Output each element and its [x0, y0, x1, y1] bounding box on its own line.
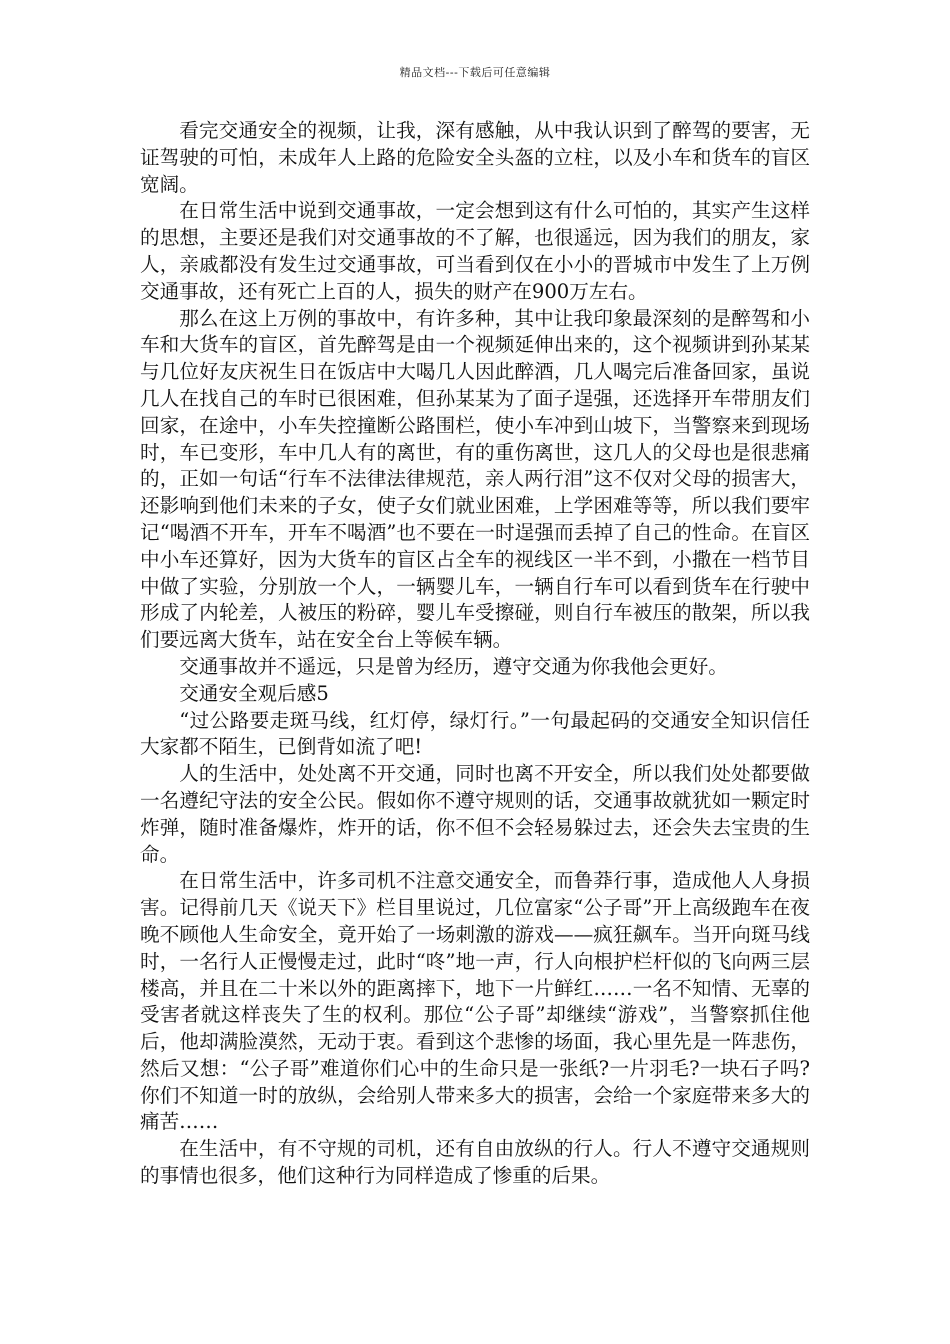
- page-header: 精品文档---下载后可任意编辑: [399, 66, 551, 79]
- paragraph: 在生活中，有不守规的司机，还有自由放纵的行人。行人不遵守交通规则的事情也很多，他们这种行为同样造成了惨重的后果。: [140, 1137, 810, 1188]
- paragraph: 在日常生活中，许多司机不注意交通安全，而鲁莽行事，造成他人人身损害。记得前几天《说天下》栏目里说过，几位富家“公子哥”开上高级跑车在夜晚不顾他人生命安全，竟开始了一场刺激的游戏——疯狂飙车。当开向斑马线时，一名行人正慢慢走过，此时“咚”地一声，行人向根护栏杆似的飞向两三层楼高，并且在二十米以外的距离摔下，地下一片鲜红……一名不知情、无辜的受害者就这样丧失了生的权利。那位“公子哥”却继续“游戏”，当警察抓住他后，他却满脸漠然，无动于衷。看到这个悲惨的场面，我心里先是一阵悲伤，然后又想：“公子哥”难道你们心中的生命只是一张纸?一片羽毛?一块石子吗?你们不知道一时的放纵，会给别人带来多大的损害，会给一个家庭带来多大的痛苦……: [140, 869, 810, 1134]
- paragraph: 那么在这上万例的事故中，有许多种，其中让我印象最深刻的是醉驾和小车和大货车的盲区，首先醉驾是由一个视频延伸出来的，这个视频讲到孙某某与几位好友庆祝生日在饭店中大喝几人因此醉酒，几人喝完后准备回家，虽说几人在找自己的车时已很困难，但孙某某为了面子逞强，还选择开车带朋友们回家，在途中，小车失控撞断公路围栏，使小车冲到山坡下，当警察来到现场时，车已变形，车中几人有的离世，有的重伤离世，这几人的父母也是很悲痛的，正如一句话“行车不法律法律规范，亲人两行泪”这不仅对父母的损害大，还影响到他们未来的子女，使子女们就业困难，上学困难等等，所以我们要牢记“喝酒不开车，开车不喝酒”也不要在一时逞强而丢掉了自己的性命。在盲区中小车还算好，因为大货车的盲区占全车的视线区一半不到，小撒在一档节目中做了实验，分别放一个人，一辆婴儿车，一辆自行车可以看到货车在行驶中形成了内轮差，人被压的粉碎，婴儿车受擦碰，则自行车被压的散架，所以我们要远离大货车，站在安全台上等候车辆。: [140, 306, 810, 652]
- document-body: [140, 118, 810, 1190]
- section-title: 交通安全观后感5: [179, 681, 329, 705]
- paragraph: 人的生活中，处处离不开交通，同时也离不开安全，所以我们处处都要做一名遵纪守法的安全公民。假如你不遵守规则的话，交通事故就犹如一颗定时炸弹，随时准备爆炸，炸开的话，你不但不会轻易躲过去，还会失去宝贵的生命。: [140, 762, 810, 866]
- paragraph: 在日常生活中说到交通事故，一定会想到这有什么可怕的，其实产生这样的思想，主要还是我们对交通事故的不了解，也很遥远，因为我们的朋友，家人，亲戚都没有发生过交通事故，可当看到仅在小小的晋城市中发生了上万例交通事故，还有死亡上百的人，损失的财产在900万左右。: [140, 199, 810, 303]
- paragraph: 交通事故并不遥远，只是曾为经历，遵守交通为你我他会更好。: [179, 654, 728, 678]
- paragraph: “过公路要走斑马线，红灯停，绿灯行。”一句最起码的交通安全知识信任大家都不陌生，已倒背如流了吧!: [140, 708, 810, 759]
- paragraph: 看完交通安全的视频，让我，深有感触，从中我认识到了醉驾的要害，无证驾驶的可怕，未成年人上路的危险安全头盔的立柱，以及小车和货车的盲区宽阔。: [140, 119, 810, 196]
